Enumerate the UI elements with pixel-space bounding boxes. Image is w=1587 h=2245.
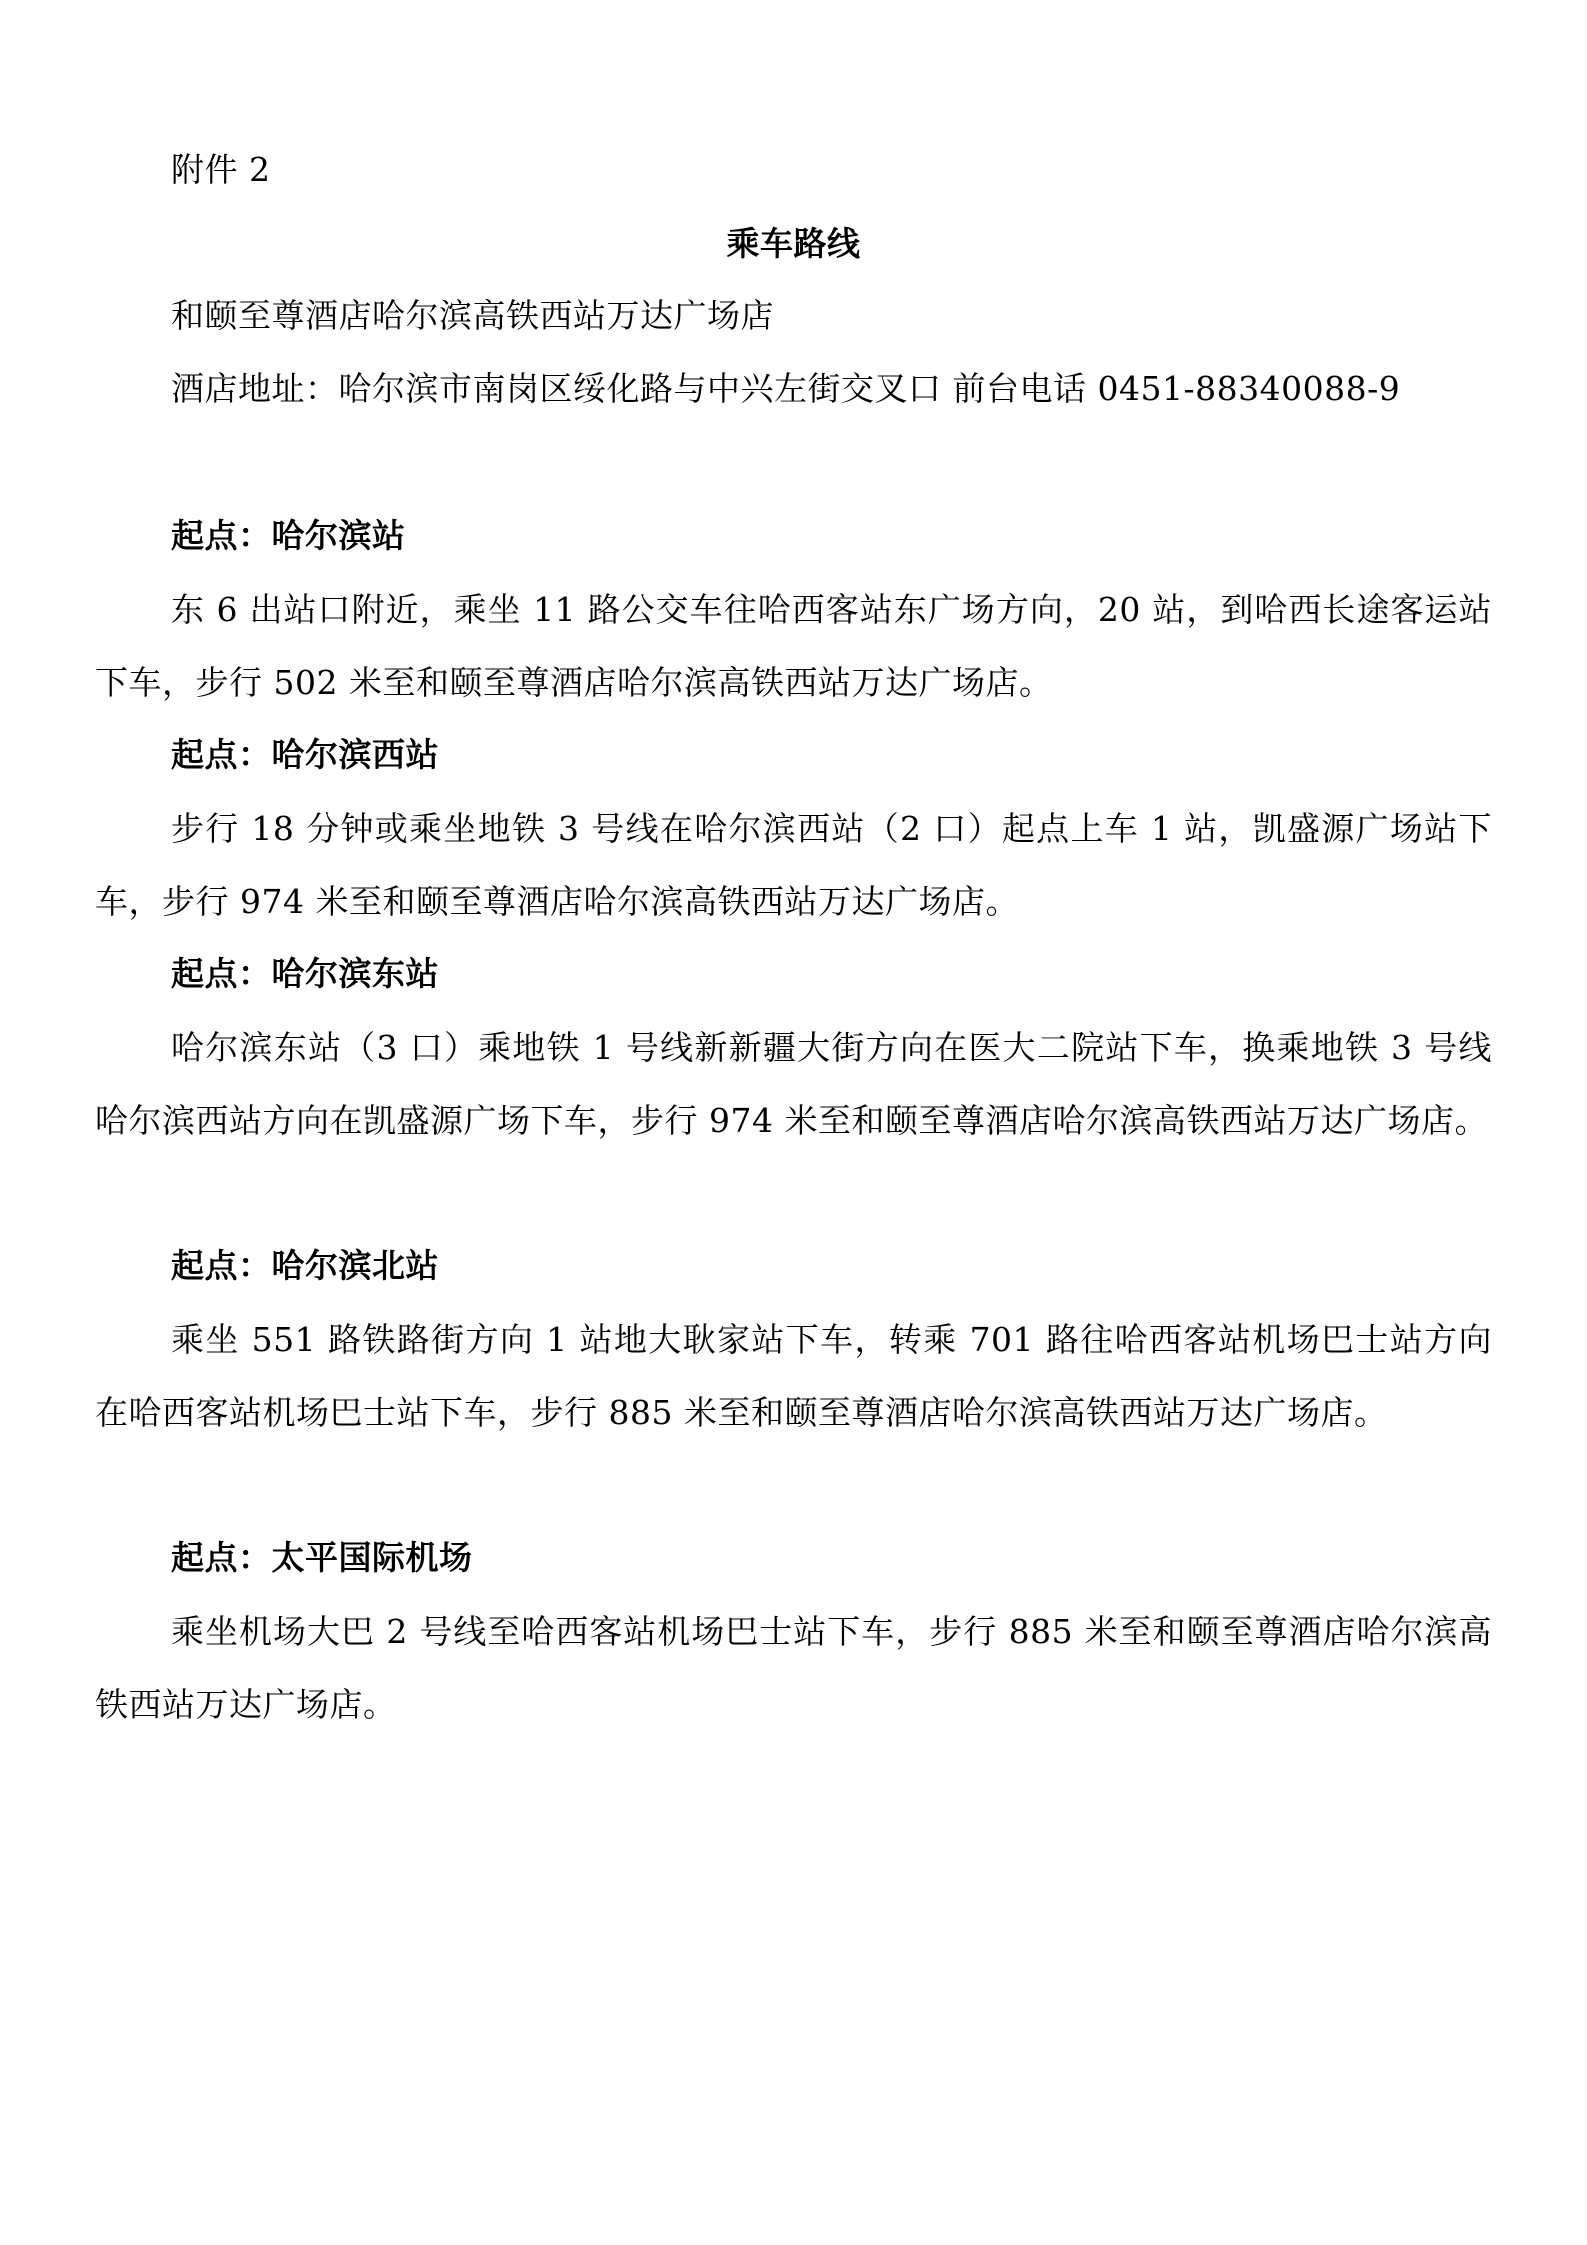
hotel-name: 和颐至尊酒店哈尔滨高铁西站万达广场店 (171, 296, 774, 335)
attachment-label: 附件 2 (171, 150, 271, 189)
route-heading-harbin-north-station: 起点：哈尔滨北站 (171, 1246, 439, 1285)
route-text-harbin-east-station: 哈尔滨东站（3 口）乘地铁 1 号线新新疆大街方向在医大二院站下车，换乘地铁 3 号线哈尔滨西站方向在凯盛源广场下车，步行 974 米至和颐至尊酒店哈尔滨高铁西站万达广场店。 (95, 1028, 1492, 1140)
route-text-harbin-station: 东 6 出站口附近，乘坐 11 路公交车往哈西客站东广场方向，20 站，到哈西长途客运站下车，步行 502 米至和颐至尊酒店哈尔滨高铁西站万达广场店。 (95, 590, 1492, 702)
route-heading-harbin-east-station: 起点：哈尔滨东站 (171, 954, 439, 993)
route-heading-taiping-airport: 起点：太平国际机场 (171, 1538, 473, 1577)
hotel-address: 酒店地址：哈尔滨市南岗区绥化路与中兴左街交叉口 前台电话 0451-88340088-9 (171, 369, 1401, 408)
route-heading-harbin-west-station: 起点：哈尔滨西站 (171, 735, 439, 774)
route-text-taiping-airport: 乘坐机场大巴 2 号线至哈西客站机场巴士站下车，步行 885 米至和颐至尊酒店哈尔滨高铁西站万达广场店。 (95, 1612, 1492, 1724)
route-text-harbin-north-station: 乘坐 551 路铁路街方向 1 站地大耿家站下车，转乘 701 路往哈西客站机场巴士站方向在哈西客站机场巴士站下车，步行 885 米至和颐至尊酒店哈尔滨高铁西站万达广场店。 (95, 1320, 1492, 1432)
route-heading-harbin-station: 起点：哈尔滨站 (171, 516, 406, 555)
route-text-harbin-west-station: 步行 18 分钟或乘坐地铁 3 号线在哈尔滨西站（2 口）起点上车 1 站，凯盛源广场站下车，步行 974 米至和颐至尊酒店哈尔滨高铁西站万达广场店。 (95, 809, 1492, 921)
page-title: 乘车路线 (726, 224, 861, 263)
